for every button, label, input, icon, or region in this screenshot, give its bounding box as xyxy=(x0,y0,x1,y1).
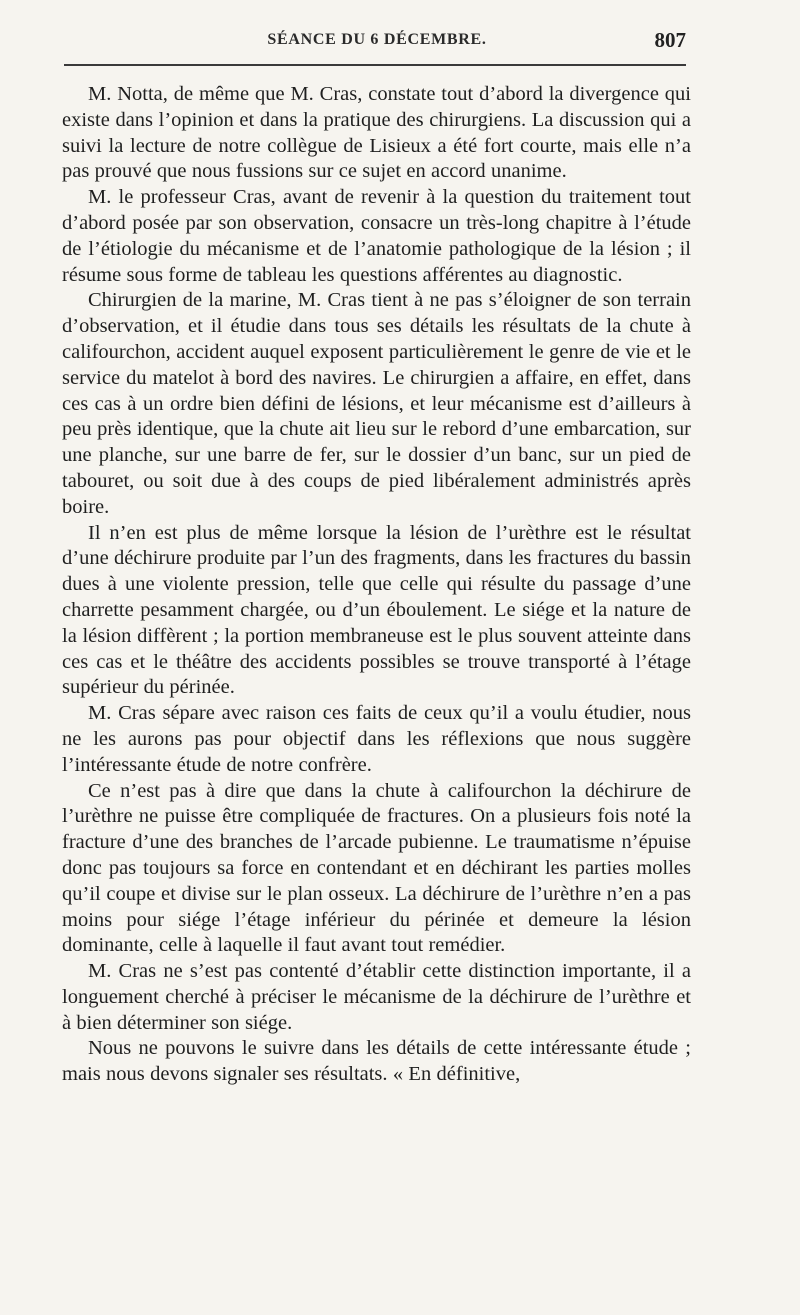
header-rule xyxy=(64,64,686,66)
page-number: 807 xyxy=(654,28,686,52)
paragraph-8: Nous ne pouvons le suivre dans les détails de cette intéressante étude ; mais nous devons signaler ses résultats. « En définitive, xyxy=(62,1037,691,1086)
body-text xyxy=(62,82,691,1088)
paragraph-4: Il n’en est plus de même lorsque la lésion de l’urèthre est le résultat d’une déchirure produite par l’un des fragments, dans les fractures du bassin dues à une violente pression, telle que celle qui résulte du passage d’une charrette pesamment chargée, ou d’un éboulement. Le siége et la nature de la lésion diffèrent ; la portion membraneuse est le plus souvent atteinte dans ces cas et le théâtre des accidents possibles se trouve transporté à l’étage supérieur du périnée. xyxy=(62,521,691,699)
paragraph-1: M. Notta, de même que M. Cras, constate tout d’abord la divergence qui existe dans l’opinion et dans la pratique des chirurgiens. La discussion qui a suivi la lecture de notre collègue de Lisieux a été fort courte, mais elle n’a pas prouvé que nous fussions sur ce sujet en accord unanime. xyxy=(62,83,691,183)
running-head xyxy=(62,28,692,60)
paragraph-6: Ce n’est pas à dire que dans la chute à califourchon la déchirure de l’urèthre ne puisse être compliquée de fractures. On a plusieurs fois noté la fracture d’une des branches de l’arcade pubienne. Le traumatisme n’épuise donc pas toujours sa force en contendant et en déchirant les parties molles qu’il coupe et divise sur le plan osseux. La déchirure de l’urèthre n’en a pas moins pour siége l’étage inférieur du périnée et demeure la lésion dominante, celle à laquelle il faut avant tout remédier. xyxy=(62,779,691,957)
paragraph-3: Chirurgien de la marine, M. Cras tient à ne pas s’éloigner de son terrain d’observation, et il étudie dans tous ses détails les résultats de la chute à califourchon, accident auquel exposent particulièrement le genre de vie et le service du matelot à bord des navires. Le chirurgien a affaire, en effet, dans ces cas à un ordre bien défini de lésions, et leur mécanisme est d’ailleurs à peu près identique, que la chute ait lieu sur le rebord d’une embarcation, sur une planche, sur une barre de fer, sur le dossier d’un banc, sur un pied de tabouret, ou soit due à des coups de pied libéralement administrés après boire. xyxy=(62,289,691,518)
running-title: SÉANCE DU 6 DÉCEMBRE. xyxy=(267,31,487,48)
paragraph-2: M. le professeur Cras, avant de revenir à la question du traitement tout d’abord posée par son observation, consacre un très-long chapitre à l’étude de l’étiologie du mécanisme et de l’anatomie pathologique de la lésion ; il résume sous forme de tableau les questions afférentes au diagnostic. xyxy=(62,186,691,286)
paragraph-5: M. Cras sépare avec raison ces faits de ceux qu’il a voulu étudier, nous ne les aurons pas pour objectif dans les réflexions que nous suggère l’intéressante étude de notre confrère. xyxy=(62,702,691,776)
paragraph-7: M. Cras ne s’est pas contenté d’établir cette distinction importante, il a longuement cherché à préciser le mécanisme de la déchirure de l’urèthre et à bien déterminer son siége. xyxy=(62,960,691,1034)
